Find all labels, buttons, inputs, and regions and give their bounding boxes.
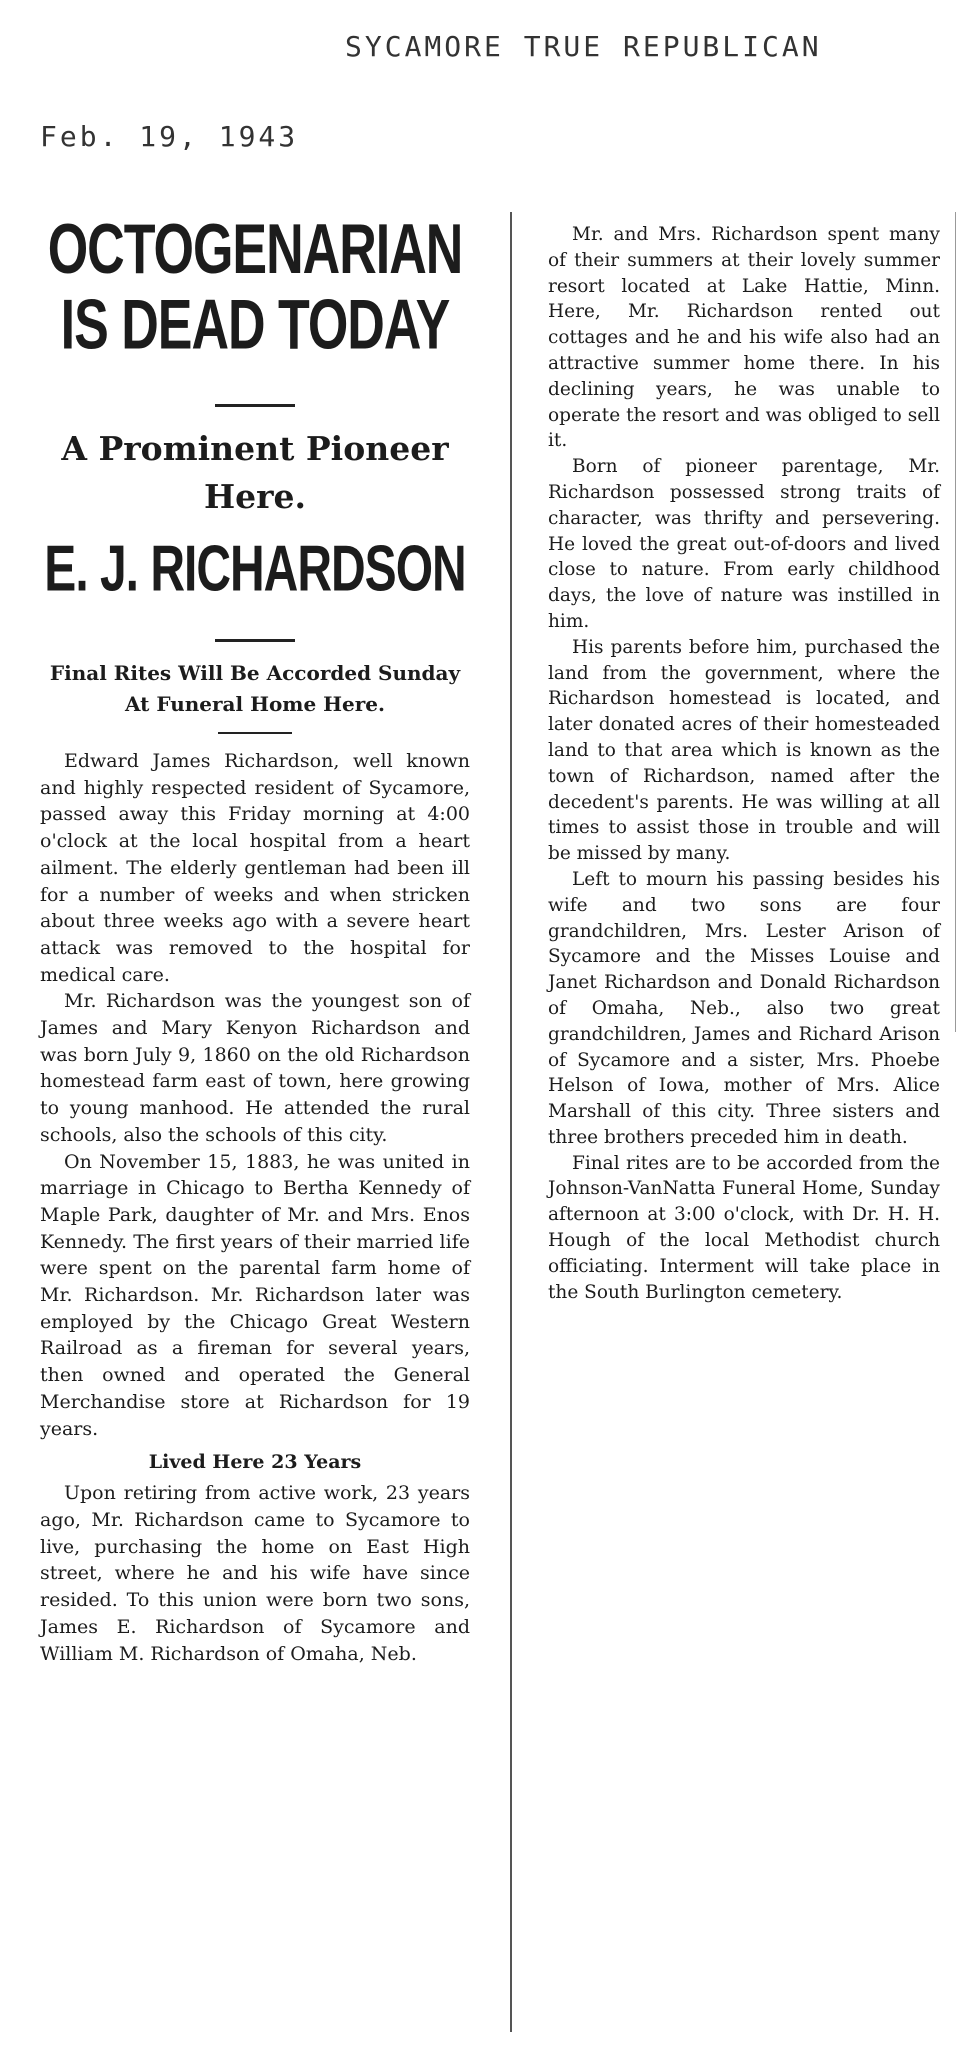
column-divider	[510, 212, 512, 2032]
paragraph-retirement: Upon retiring from active work, 23 years ago, Mr. Richardson came to Sycamore to live, purchasing the home on East High street, where he and his wife have since resided. To this union were born two sons, James E. Richardson of Sycamore and William M. Richardson of Omaha, Neb.	[40, 1482, 470, 1665]
paragraph-survivors: Left to mourn his passing besides his wife and two sons are four grandchildren, Mrs. Lester Arison of Sycamore and the Misses Louise and Janet Richardson and Donald Richardson of Omaha, Neb., also two great grandchildren, James and Richard Arison of Sycamore and a sister, Mrs. Phoebe Helson of Iowa, mother of Mrs. Alice Marshall of this city. Three sisters and three brothers preceded him in death.	[548, 868, 940, 1148]
paragraph-death-notice: Edward James Richardson, well known and highly respected resident of Sycamore, passed away this Friday morning at 4:00 o'clock at the local hospital from a heart ailment. The elderly gentleman had been ill for a number of weeks and when stricken about three weeks ago with a severe heart attack was removed to the hospital for medical care.	[40, 750, 470, 986]
left-column	[40, 200, 470, 1667]
subdeck-rule	[218, 732, 292, 734]
clipping-edge-line	[955, 212, 956, 1032]
paragraph-character: Born of pioneer parentage, Mr. Richardson possessed strong traits of character, was thrifty and persevering. He loved the great out-of-doors and lived close to nature. From early childhood days, the love of nature was instilled in him.	[548, 456, 940, 632]
name-headline: E. J. RICHARDSON	[44, 533, 466, 606]
paragraph-final-rites: Final rites are to be accorded from the Johnson-VanNatta Funeral Home, Sunday afternoon at 3:00 o'clock, with Dr. H. H. Hough of the local Methodist church officiating. Interment will take place in the South Burlington cemetery.	[548, 1152, 940, 1303]
paragraph-marriage: On November 15, 1883, he was united in marriage in Chicago to Bertha Kennedy of Maple Park, daughter of Mr. and Mrs. Enos Kennedy. The first years of their married life were spent on the parental farm home of Mr. Richardson. Mr. Richardson later was employed by the Chicago Great Western Railroad as a fireman for several years, then owned and operated the General Merchandise store at Richardson for 19 years.	[40, 1150, 470, 1440]
clipping-date: Feb. 19, 1943	[40, 120, 299, 153]
headline-rule	[215, 404, 295, 407]
subdeck-headline: Final Rites Will Be Accorded Sunday At Funeral Home Here.	[49, 661, 461, 716]
publication-name: SYCAMORE TRUE REPUBLICAN	[345, 30, 822, 63]
section-subhead-lived-here: Lived Here 23 Years	[148, 1451, 362, 1474]
paragraph-early-life: Mr. Richardson was the youngest son of James and Mary Kenyon Richardson and was born July 9, 1860 on the old Richardson homestead farm east of town, here growing to young manhood. He attended the rural schools, also the schools of this city.	[40, 990, 470, 1146]
paragraph-parents-land: His parents before him, purchased the land from the government, where the Richardson homestead is located, and later donated acres of their homesteaded land to that area which is known as the town of Richardson, named after the decedent's parents. He was willing at all times to assist those in trouble and will be missed by many.	[548, 636, 940, 865]
paragraph-summer-resort: Mr. and Mrs. Richardson spent many of their summers at their lovely summer resort located at Lake Hattie, Minn. Here, Mr. Richardson rented out cottages and he and his wife also had an attractive summer home there. In his declining years, he was unable to operate the resort and was obliged to sell it.	[548, 224, 940, 452]
left-body-text	[40, 748, 470, 1667]
name-rule	[215, 639, 295, 642]
deck-headline: A Prominent Pioneer Here.	[61, 429, 449, 516]
main-headline: OCTOGENARIAN IS DEAD TODAY	[47, 210, 463, 365]
right-column	[548, 222, 940, 1305]
